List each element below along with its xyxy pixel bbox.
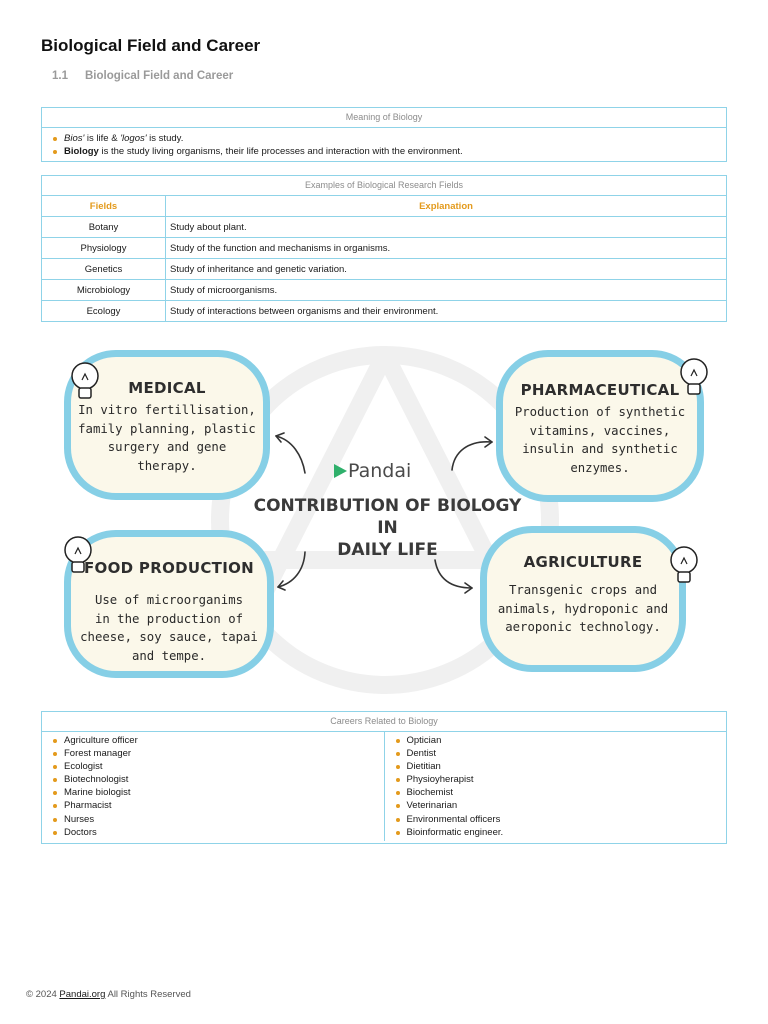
list-item: Dentist xyxy=(395,747,717,760)
list-item: Biochemist xyxy=(395,786,717,799)
list-item: Dietitian xyxy=(395,760,717,773)
food-production-line: and tempe. xyxy=(131,648,207,663)
agriculture-bubble xyxy=(480,526,686,672)
meaning-list xyxy=(42,128,726,162)
lightbulb-icon xyxy=(65,360,105,404)
table-row xyxy=(42,217,726,238)
careers-right-list xyxy=(385,732,727,841)
field-explanation: Study of interactions between organisms and their environment. xyxy=(166,301,727,322)
field-explanation: Study of microorganisms. xyxy=(166,280,727,301)
field-name: Ecology xyxy=(42,301,166,322)
list-item: Optician xyxy=(395,734,717,747)
pharmaceutical-line: vitamins, vaccines, xyxy=(529,423,671,438)
field-name: Microbiology xyxy=(42,280,166,301)
food-production-line: Use of microorganims xyxy=(94,593,244,607)
list-item: Biotechnologist xyxy=(52,773,374,786)
pharmaceutical-line: insulin and synthetic xyxy=(522,442,678,456)
infographic-title-line: CONTRIBUTION OF BIOLOGY IN xyxy=(253,496,522,538)
list-item: Bioinformatic engineer. xyxy=(395,826,717,839)
footer-rights: All Rights Reserved xyxy=(105,989,191,1000)
list-item: Environmental officers xyxy=(395,813,717,826)
list-item: Doctors xyxy=(52,826,374,839)
list-item: Physioyherapist xyxy=(395,773,717,786)
medical-line: family planning, plastic xyxy=(78,421,256,436)
pandai-logo-text: Pandai xyxy=(348,460,412,482)
pandai-logo-icon xyxy=(332,463,348,479)
field-name: Physiology xyxy=(42,238,166,259)
page-title: Biological Field and Career xyxy=(41,36,261,55)
biology-definition: is the study living organisms, their life processes and interaction with the environment. xyxy=(98,146,463,158)
pharmaceutical-line: enzymes. xyxy=(570,460,630,475)
food-production-line: in the production of xyxy=(94,611,244,626)
pandai-logo xyxy=(332,460,411,482)
footer xyxy=(26,989,191,1000)
field-explanation: Study of the function and mechanisms in organisms. xyxy=(166,238,727,259)
agriculture-line: aeroponic technology. xyxy=(505,620,661,634)
careers-left-list xyxy=(42,732,384,841)
pharmaceutical-title: PHARMACEUTICAL xyxy=(520,381,680,399)
table-row xyxy=(42,280,726,301)
medical-line: In vitro fertillisation, xyxy=(78,403,256,417)
agriculture-title: AGRICULTURE xyxy=(523,553,643,571)
careers-header: Careers Related to Biology xyxy=(42,712,726,732)
logos-term: 'logos' xyxy=(120,133,147,144)
careers-box xyxy=(41,711,727,844)
list-item: Marine biologist xyxy=(52,786,374,799)
list-item: Ecologist xyxy=(52,760,374,773)
biology-term: Biology xyxy=(64,146,99,158)
pharmaceutical-line: Production of synthetic xyxy=(514,405,686,419)
list-item: Veterinarian xyxy=(395,799,717,812)
pharmaceutical-text xyxy=(503,403,697,477)
list-item: Agriculture officer xyxy=(52,734,374,747)
logos-text: is study. xyxy=(146,133,184,144)
medical-title: MEDICAL xyxy=(128,379,206,397)
footer-link[interactable]: Pandai.org xyxy=(59,989,106,1000)
medical-line: therapy. xyxy=(137,458,197,473)
meaning-header: Meaning of Biology xyxy=(42,108,726,128)
table-header-row xyxy=(42,196,726,217)
table-row xyxy=(42,301,726,322)
col-explanation: Explanation xyxy=(419,200,473,212)
careers-columns xyxy=(42,732,726,841)
table-row xyxy=(42,259,726,280)
food-production-title: FOOD PRODUCTION xyxy=(84,559,254,577)
food-production-text xyxy=(71,591,267,665)
agriculture-line: Transgenic crops and xyxy=(508,583,658,597)
agriculture-text xyxy=(487,581,679,637)
pharmaceutical-bubble xyxy=(496,350,704,502)
lightbulb-icon xyxy=(58,534,98,578)
meaning-box xyxy=(41,107,727,162)
list-item: Forest manager xyxy=(52,747,374,760)
field-name: Botany xyxy=(42,217,166,238)
fields-table xyxy=(42,196,726,321)
section-heading xyxy=(52,70,233,82)
careers-right-column xyxy=(385,732,727,841)
contribution-infographic xyxy=(40,330,730,705)
medical-line: surgery and gene xyxy=(107,440,227,454)
bios-text: is life & xyxy=(84,133,121,144)
agriculture-line: animals, hydroponic and xyxy=(497,601,669,616)
meaning-item-bios xyxy=(52,132,716,145)
list-item: Pharmacist xyxy=(52,799,374,812)
col-fields: Fields xyxy=(42,196,166,217)
field-explanation: Study about plant. xyxy=(166,217,727,238)
careers-left-column xyxy=(42,732,385,841)
meaning-item-biology xyxy=(52,145,716,158)
bios-term: Bios' xyxy=(64,133,85,144)
fields-box xyxy=(41,175,727,322)
list-item: Nurses xyxy=(52,813,374,826)
infographic-title-line: DAILY LIFE xyxy=(337,540,438,560)
food-production-line: cheese, soy sauce, tapai xyxy=(80,630,258,644)
section-number: 1.1 xyxy=(52,70,68,82)
lightbulb-icon xyxy=(664,544,704,588)
medical-text xyxy=(71,401,263,475)
lightbulb-icon xyxy=(674,356,714,400)
section-title: Biological Field and Career xyxy=(85,70,234,82)
fields-header: Examples of Biological Research Fields xyxy=(42,176,726,196)
footer-copyright: © 2024 xyxy=(26,989,60,1000)
table-row xyxy=(42,238,726,259)
field-name: Genetics xyxy=(42,259,166,280)
field-explanation: Study of inheritance and genetic variation. xyxy=(166,259,727,280)
